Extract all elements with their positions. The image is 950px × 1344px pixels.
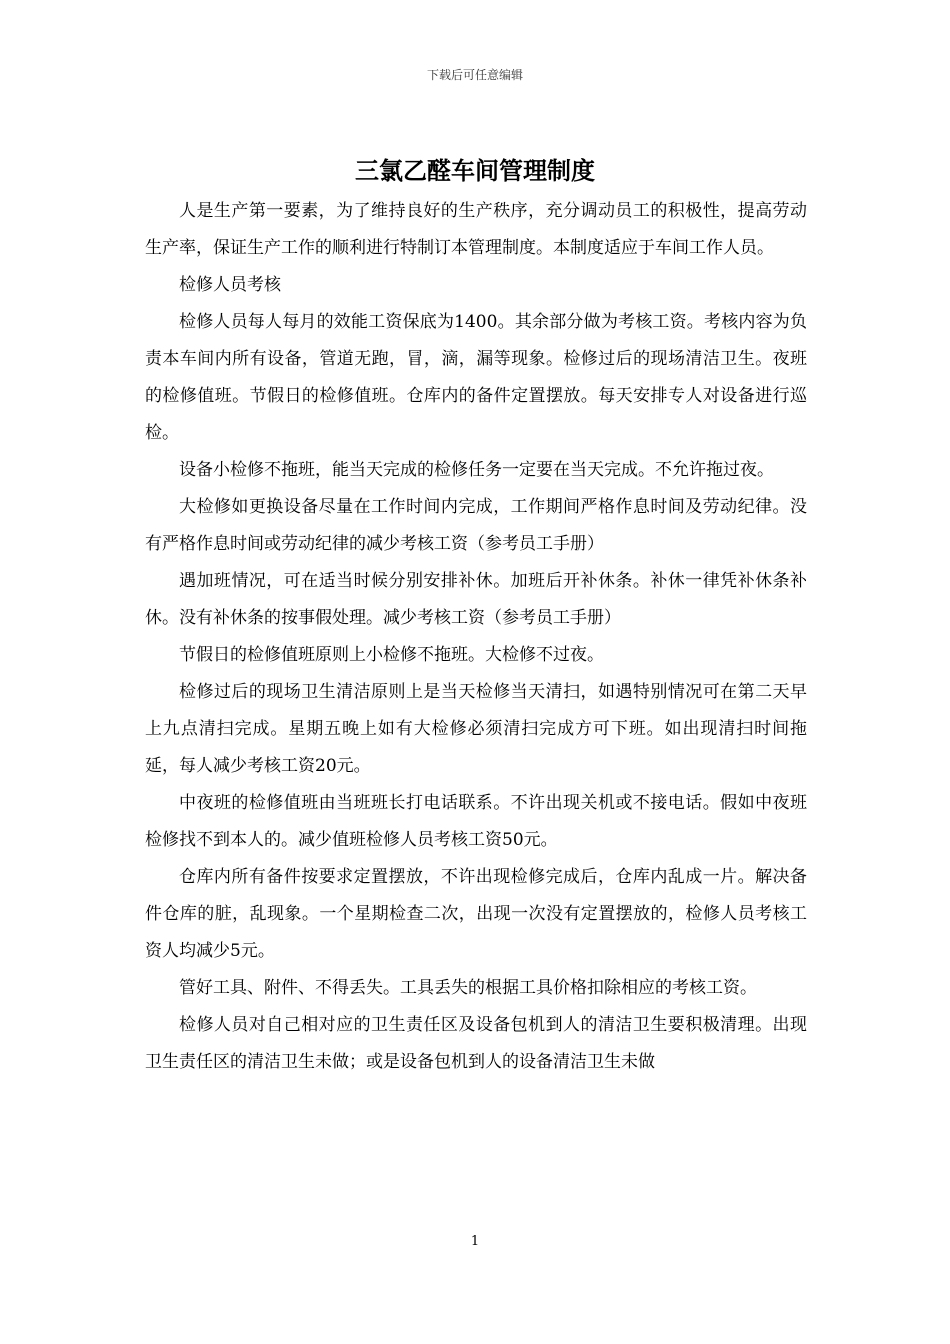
header-note: 下载后可任意编辑 bbox=[426, 68, 523, 82]
paragraph: 节假日的检修值班原则上小检修不拖班。大检修不过夜。 bbox=[179, 645, 604, 665]
paragraph: 仓库内所有备件按要求定置摆放，不许出现检修完成后，仓库内乱成一片。解决备件仓库的脏，乱现象。一个星期检查二次，出现一次没有定置摆放的，检修人员考核工资人均减少5元。 bbox=[145, 867, 807, 961]
paragraph: 设备小检修不拖班，能当天完成的检修任务一定要在当天完成。不允许拖过夜。 bbox=[179, 460, 774, 480]
paragraph: 检修过后的现场卫生清洁原则上是当天检修当天清扫，如遇特别情况可在第二天早上九点清扫完成。星期五晚上如有大检修必须清扫完成方可下班。如出现清扫时间拖延，每人减少考核工资20元。 bbox=[145, 682, 807, 776]
document-body bbox=[145, 193, 807, 1081]
paragraph-intro: 人是生产第一要素，为了维持良好的生产秩序，充分调动员工的积极性，提高劳动生产率，保证生产工作的顺利进行特制订本管理制度。本制度适应于车间工作人员。 bbox=[145, 201, 807, 258]
paragraph: 检修人员对自己相对应的卫生责任区及设备包机到人的清洁卫生要积极清理。出现卫生责任区的清洁卫生未做；或是设备包机到人的设备清洁卫生未做 bbox=[145, 1015, 807, 1072]
paragraph: 管好工具、附件、不得丢失。工具丢失的根据工具价格扣除相应的考核工资。 bbox=[179, 978, 757, 998]
section-heading: 检修人员考核 bbox=[179, 275, 281, 295]
paragraph: 遇加班情况，可在适当时候分别安排补休。加班后开补休条。补休一律凭补休条补休。没有补休条的按事假处理。减少考核工资（参考员工手册） bbox=[145, 571, 807, 628]
paragraph: 检修人员每人每月的效能工资保底为1400。其余部分做为考核工资。考核内容为负责本车间内所有设备，管道无跑，冒，滴，漏等现象。检修过后的现场清洁卫生。夜班的检修值班。节假日的检修值班。仓库内的备件定置摆放。每天安排专人对设备进行巡检。 bbox=[145, 312, 807, 443]
paragraph: 大检修如更换设备尽量在工作时间内完成，工作期间严格作息时间及劳动纪律。没有严格作息时间或劳动纪律的减少考核工资（参考员工手册） bbox=[145, 497, 807, 554]
page-number: 1 bbox=[470, 1234, 480, 1249]
document-title: 三氯乙醛车间管理制度 bbox=[355, 157, 595, 185]
paragraph: 中夜班的检修值班由当班班长打电话联系。不许出现关机或不接电话。假如中夜班检修找不到本人的。减少值班检修人员考核工资50元。 bbox=[145, 793, 807, 850]
